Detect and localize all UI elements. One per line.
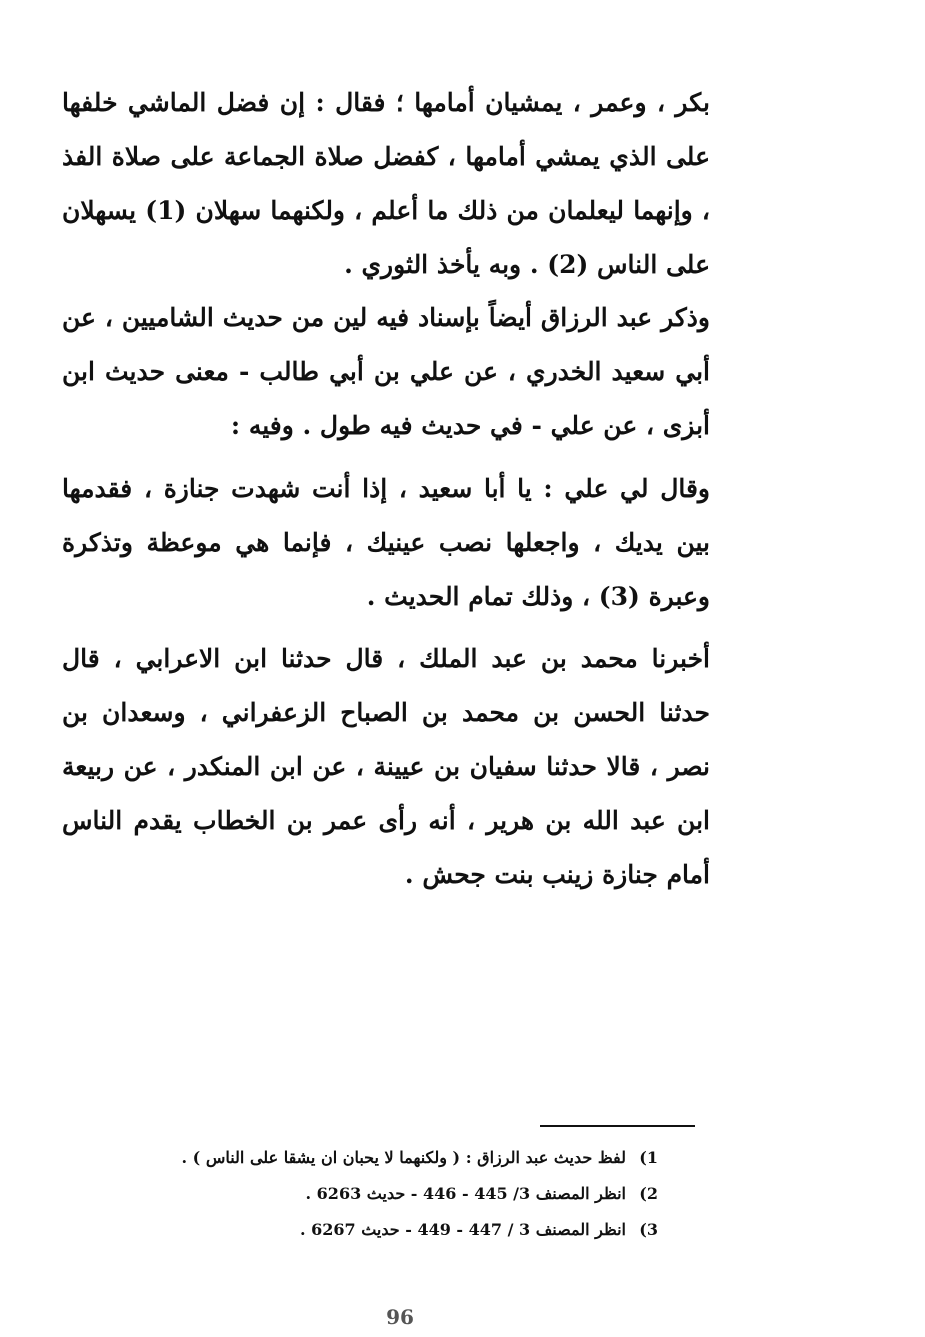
body-paragraph: أخبرنا محمد بن عبد الملك ، قال حدثنا ابن الاعرابي ، قال حدثنا الحسن بن محمد بن الصباح الزعفراني ، وسعدان بن نصر ، قالا حدثنا سفيان بن عيينة ، عن ابن المنكدر ، عن ربيعة ابن عبد الله بن هرير ، أنه رأى عمر بن الخطاب يقدم الناس أمام جنازة زينب بنت جحش . [62, 644, 710, 889]
footnote-number: 1) [639, 1148, 658, 1167]
footnote-text: انظر المصنف 3/ 445 - 446 - حديث 6263 . [305, 1184, 626, 1203]
footnote-separator [540, 1125, 695, 1127]
footnote-item [60, 1176, 658, 1212]
page-number: 96 [386, 1305, 414, 1329]
body-paragraph: وقال لي علي : يا أبا سعيد ، إذا أنت شهدت جنازة ، فقدمها بين يديك ، واجعلها نصب عينيك ، فإنما هي موعظة وتذكرة وعبرة (3) ، وذلك تمام الحديث . [62, 474, 710, 611]
footnotes-list [60, 1140, 658, 1248]
footnote-number: 2) [639, 1184, 658, 1203]
footnote-text: لفظ حديث عبد الرزاق : ( ولكنهما لا يحبان ان يشقا على الناس ) . [181, 1148, 626, 1167]
footnote-item [60, 1140, 658, 1176]
footnote-number: 3) [639, 1220, 658, 1239]
body-paragraph: بكر ، وعمر ، يمشيان أمامها ؛ فقال : إن فضل الماشي خلفها على الذي يمشي أمامها ، كفضل صلاة الجماعة على صلاة الفذ ، وإنهما ليعلمان من ذلك ما أعلم ، ولكنهما سهلان (1) يسهلان على الناس (2) . وبه يأخذ الثوري . [62, 88, 710, 279]
footnote-text: انظر المصنف 3 / 447 - 449 - حديث 6267 . [299, 1220, 626, 1239]
footnote-item [60, 1212, 658, 1248]
body-paragraph: وذكر عبد الرزاق أيضاً بإسناد فيه لين من حديث الشاميين ، عن أبي سعيد الخدري ، عن علي بن أبي طالب - معنى حديث ابن أبزى ، عن علي - في حديث فيه طول . وفيه : [62, 303, 710, 440]
